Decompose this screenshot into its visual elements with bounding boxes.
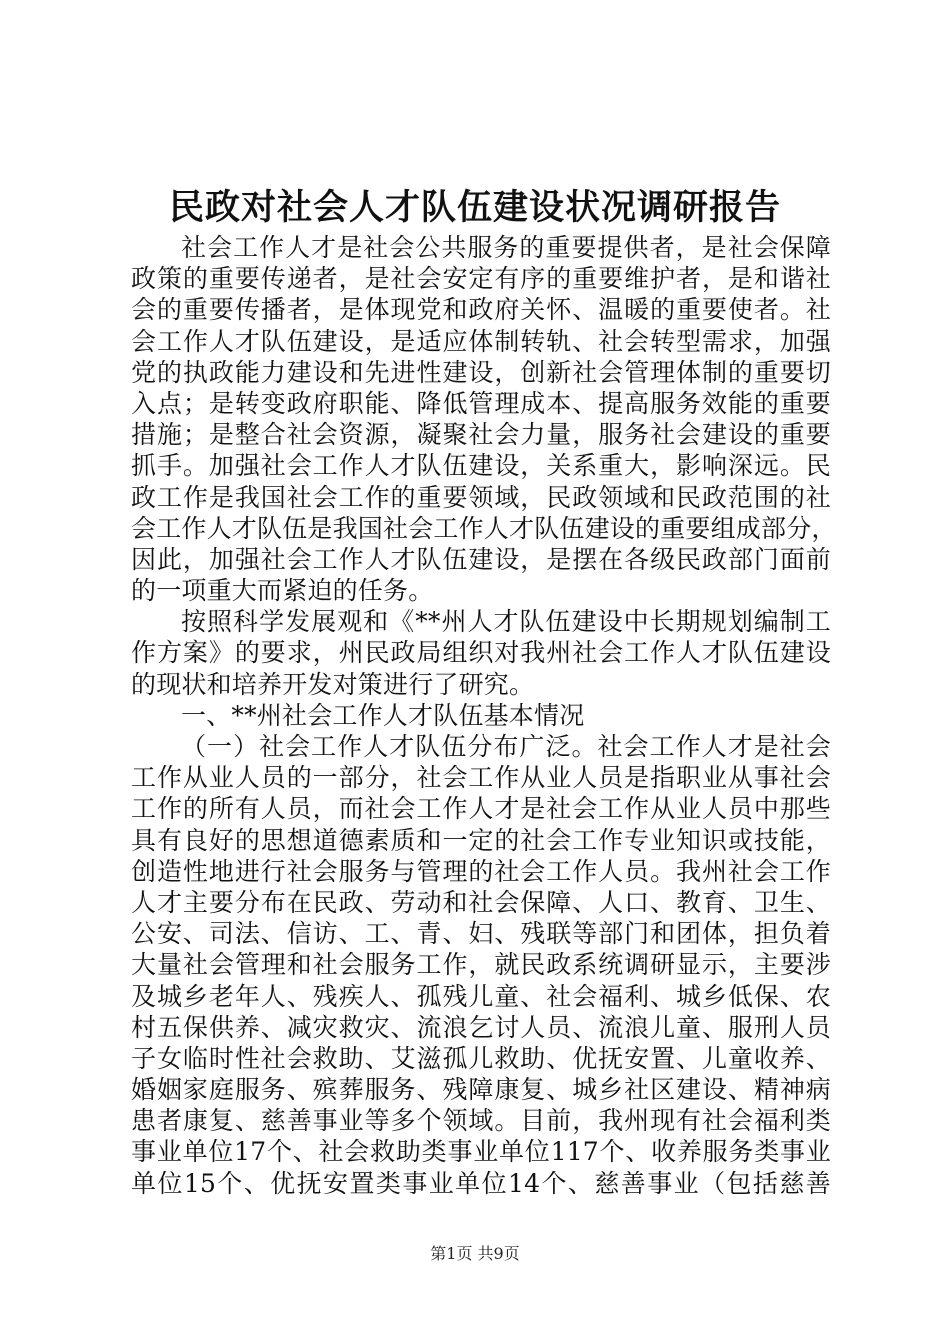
body-line: 会的重要传播者，是体现党和政府关怀、温暖的重要使者。社 [131,295,831,325]
body-line: 的一项重大而紧迫的任务。 [131,576,434,606]
body-line: 因此，加强社会工作人才队伍建设，是摆在各级民政部门面前 [131,544,831,574]
body-line: 大量社会管理和社会服务工作，就民政系统调研显示，主要涉 [131,950,831,980]
body-line: 工作的所有人员，而社会工作人才是社会工作从业人员中那些 [131,794,831,824]
body-line: 及城乡老年人、残疾人、孤残儿童、社会福利、城乡低保、农 [131,981,831,1011]
body-line: 抓手。加强社会工作人才队伍建设，关系重大，影响深远。民 [131,451,831,481]
body-line: 人才主要分布在民政、劳动和社会保障、人口、教育、卫生、 [131,887,831,917]
body-line: 村五保供养、减灾救灾、流浪乞讨人员、流浪儿童、服刑人员 [131,1012,831,1042]
body-line: 工作从业人员的一部分，社会工作从业人员是指职业从事社会 [131,763,831,793]
body-line: 作方案》的要求，州民政局组织对我州社会工作人才队伍建设 [131,638,831,668]
body-line: 的现状和培养开发对策进行了研究。 [131,669,535,699]
body-line: 会工作人才队伍是我国社会工作人才队伍建设的重要组成部分， [131,513,837,543]
section-heading: 一、**州社会工作人才队伍基本情况 [181,700,585,730]
body-line: （一）社会工作人才队伍分布广泛。社会工作人才是社会 [181,732,831,761]
body-line: 政策的重要传递者，是社会安定有序的重要维护者，是和谐社 [131,264,831,294]
body-line: 措施；是整合社会资源，凝聚社会力量，服务社会建设的重要 [131,420,831,450]
body-line: 入点；是转变政府职能、降低管理成本、提高服务效能的重要 [131,388,831,418]
body-line: 政工作是我国社会工作的重要领域，民政领域和民政范围的社 [131,482,831,512]
body-line: 会工作人才队伍建设，是适应体制转轨、社会转型需求，加强 [131,326,831,356]
body-line: 子女临时性社会救助、艾滋孤儿救助、优抚安置、儿童收养、 [131,1043,831,1073]
body-line: 社会工作人才是社会公共服务的重要提供者，是社会保障 [181,233,831,262]
body-line: 创造性地进行社会服务与管理的社会工作人员。我州社会工作 [131,856,831,886]
body-line: 单位15个、优抚安置类事业单位14个、慈善事业（包括慈善 [131,1168,831,1198]
body-line: 党的执政能力建设和先进性建设，创新社会管理体制的重要切 [131,357,831,387]
body-line: 按照科学发展观和《**州人才队伍建设中长期规划编制工 [181,607,831,637]
body-line: 婚姻家庭服务、殡葬服务、残障康复、城乡社区建设、精神病 [131,1075,831,1105]
document-body [131,232,837,1199]
body-line: 事业单位17个、社会救助类事业单位117个、收养服务类事业 [131,1137,831,1167]
page-number-footer: 第1页 共9页 [430,1244,520,1263]
body-line: 具有良好的思想道德素质和一定的社会工作专业知识或技能， [131,825,831,855]
body-line: 公安、司法、信访、工、青、妇、残联等部门和团体，担负着 [131,919,831,949]
document-title: 民政对社会人才队伍建设状况调研报告 [168,187,781,228]
body-line: 患者康复、慈善事业等多个领域。目前，我州现有社会福利类 [131,1106,831,1136]
